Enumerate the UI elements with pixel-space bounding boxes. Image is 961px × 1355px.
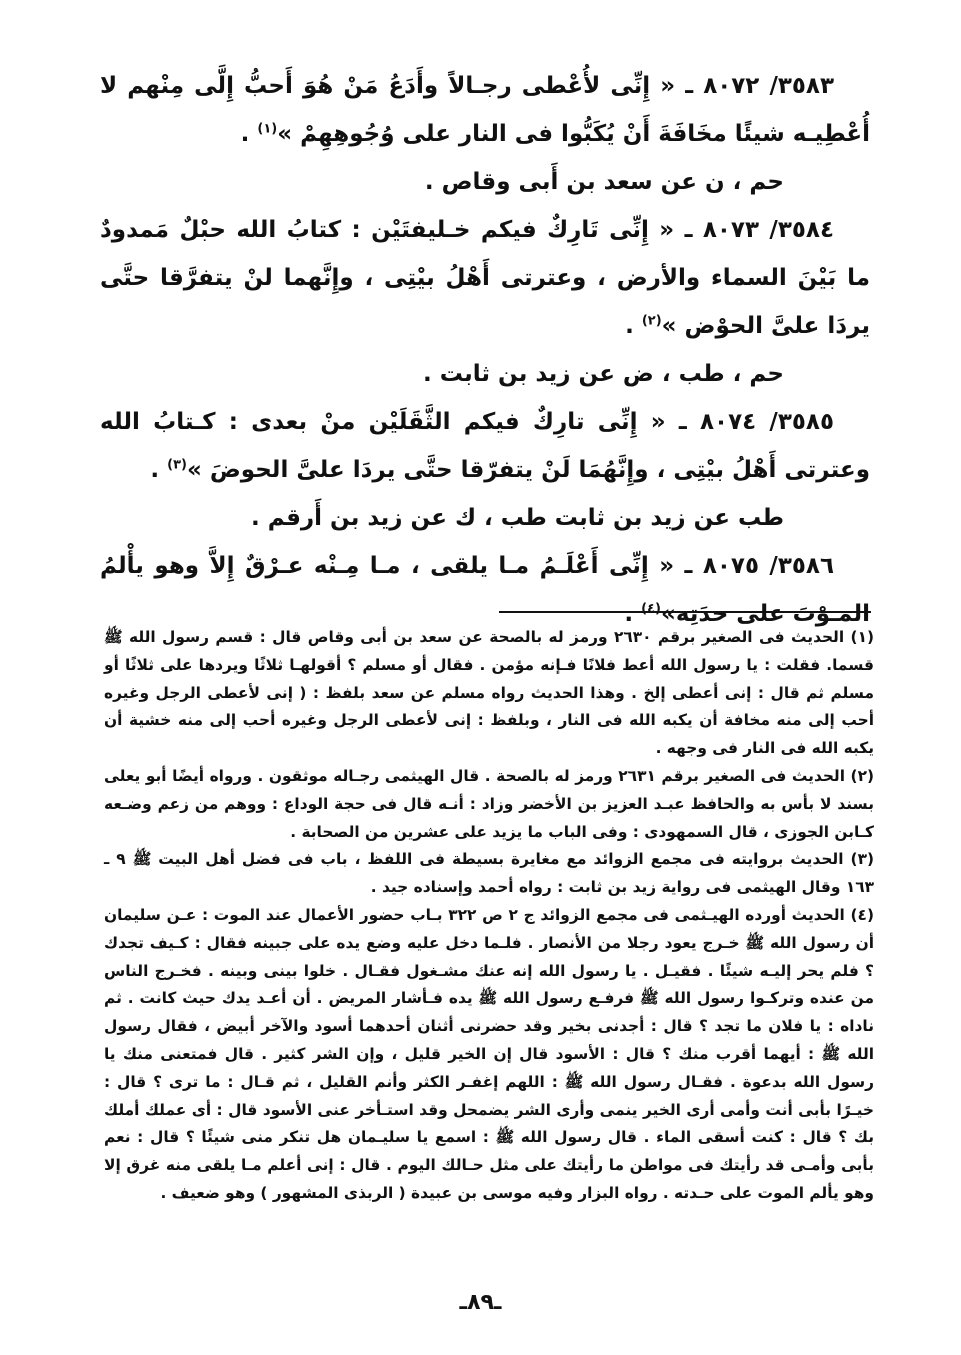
hadith-text: ٣٥٨٥/ ٨٠٧٤ ـ « إِنِّى تارِكٌ فيكم الثَّقَلَيْن منْ بعدى : كـتابُ الله وعترتى أَهْلُ بيْتِى ، وإِنَّهُمَا لَنْ يتفرّقا حتَّى يردَا علىَّ الحوضَ »: [100, 409, 870, 483]
footnote-4: [104, 902, 874, 1208]
footnote-2: [104, 763, 874, 846]
footnote-number: (٤): [850, 905, 874, 924]
footnote-text: الحديث بروايته فى مجمع الزوائد مع مغايرة بسيطة فى اللفظ ، باب فى فضل أهل البيت ﷺ ٩ ـ ١٦٣ وقال الهيثمى فى رواية زيد بن ثابت : رواه أحمد وإسناده جيد .: [104, 850, 874, 897]
hadith-source: حم ، ن عن سعد بن أَبى وقاص .: [424, 169, 784, 195]
footnote-number: (٢): [850, 766, 875, 785]
footnote-ref-2: (٢): [641, 313, 662, 329]
footnote-ref-4: (٤): [641, 601, 661, 617]
hadith-text: ٣٥٨٤/ ٨٠٧٣ ـ « إِنِّى تَارِكٌ فيكم خـليفتَيْن : كتابُ الله حبْلٌ مَمدودٌ ما بَيْنَ السماء والأرض ، وعترتى أَهْلُ بيْتِى ، وإِنَّهما لنْ يتفرَّقا حتَّى يردَا علىَّ الحوْض »: [100, 217, 870, 339]
hadith-source: حم ، طب ، ض عن زيد بن ثابت .: [422, 361, 784, 387]
main-text: [100, 62, 870, 638]
footnote-text: الحديث فى الصغير برقم ٢٦٣٠ ورمز له بالصحة عن سعد بن أبى وقاص قال : قسم رسول الله ﷺ قسما. فقلت : يا رسول الله أعط فلانًا فـإنه مؤمن . فقال أو مسلم ؟ أقولهـا ثلاثًا ويردها على ثلاثًا أو مسلم ثم قال : إنى أعطى إلخ . وهذا الحديث رواه مسلم عن سعد بلفظ : ( إنى لأعطى الرجل وغيره أحب إلى منه مخافة أن يكبه الله فى النار ، وبلفظ : إنى لأعطى الرجل وغيره أحب إلى منه خشية أن يكبه الله فى النار فى وجهه .: [104, 628, 874, 758]
footnotes: [104, 624, 874, 1208]
footnote-number: (٣): [850, 850, 875, 869]
footnote-divider: [499, 611, 871, 613]
footnote-ref-3: (٣): [167, 457, 187, 473]
hadith-3585: ٣٥٨٥/ ٨٠٧٤ ـ « إِنِّى تارِكٌ فيكم الثَّقَلَيْن منْ بعدى : كـتابُ الله وعترتى أَهْلُ بيْتِى ، وإِنَّهُمَا لَنْ يتفرّقا حتَّى يردَا علىَّ الحوضَ »$^{(٣)}$ .: [100, 409, 870, 483]
footnote-text: الحديث أورده الهيـثمى فى مجمع الزوائد ج ٢ ص ٣٢٢ بـاب حضور الأعمال عند الموت : عـن سليمان أن رسول الله ﷺ خـرج يعود رجلا من الأنصار . فلـما دخل عليه وضع يده على جبينه فقال : كـيف تجدك ؟ فلم يحر إليـه شيئًا . فقيـل . يا رسول الله إنه عنك مشـغول فقـال . خلوا بينى وبينه . فخـرج الناس من عنده وتركـوا رسول الله ﷺ فرفـع رسول الله ﷺ يده فـأشار المريض . أن أعـد يدك حيث كانت . ثم ناداه : يا فلان ما تجد ؟ قال : أجدنى بخير وقد حضرنى أثنان أحدهما أسود والآخر أبيض ، فقال رسول الله ﷺ : أيهما أقرب منك ؟ قال : الأسود قال إن الخير قليل ، وإن الشر كثير . قال فمتعنى منك يا رسول الله بدعوة . فقـال رسول الله ﷺ : اللهم إغفـر الكثر وأنم القليل ، ثم قـال : ما ترى ؟ قال : خيـرًا بأبى أنت وأمى أرى الخير ينمى وأرى الشر يضمحل وقد استـأخر عنى الأسود قال : أى عملك أملك بك ؟ قال : كنت أسقى الماء . قال رسول الله ﷺ : اسمع يا سليـمان هل تنكر منى شيئًا ؟ قال : نعم بأبى وأمـى قد رأيتك فى مواطن ما رأيتك على مثل حـالك اليوم . قال : إنى أعلم مـا يلقى منه غرق إلا وهو يألم الموت على حـدته . رواه البزار وفيه موسى بن عبيدة ( الربذى المشهور ) وهو ضعيف .: [104, 905, 874, 1202]
footnote-1: [104, 624, 874, 763]
footnote-ref-1: (١): [257, 121, 278, 137]
page-number: ـ٨٩ـ: [459, 1290, 502, 1315]
footnote-3: [104, 846, 874, 902]
hadith-text: ٣٥٨٦/ ٨٠٧٥ ـ « إِنِّى أَعْلَـمُ مـا يلقى ، مـا مِـنْه عـرْقٌ إِلاَّ وهو يأْلمُ المـوْتَ على حدَتِه»: [100, 553, 870, 627]
footnote-number: (١): [850, 628, 875, 646]
hadith-3586: ٣٥٨٦/ ٨٠٧٥ ـ « إِنِّى أَعْلَـمُ مـا يلقى ، مـا مِـنْه عـرْقٌ إِلاَّ وهو يأْلمُ المـوْتَ على حدَتِه»$^{(٤)}$ .: [100, 553, 870, 627]
hadith-source: طب عن زيد بن ثابت طب ، ك عن زيد بن أَرقم .: [251, 505, 784, 531]
hadith-text: ٣٥٨٣/ ٨٠٧٢ ـ « إِنِّى لأُعْطى رجـالاً وأَدَعُ مَنْ هُوَ أَحبُّ إِلَّى مِنْهم لا أُعْطِيـه شيئًا مخَافَةَ أَنْ يُكَبُّوا فى النار على وُجُوهِهِمْ »: [100, 73, 870, 147]
footnote-text: الحديث فى الصغير برقم ٢٦٣١ ورمز له بالصحة . قال الهيثمى رجـاله موثقون . ورواه أيضًا أبو يعلى بسند لا بأس به والحافظ عبـد العزيز بن الأخضر وزاد : أنـه قال فى حجة الوداع : ووهم من زعم وضـعه كـابن الجوزى ، قال السمهودى : وفى الباب ما يزيد على عشرين من الصحابة .: [104, 766, 874, 841]
hadith-3583: ٣٥٨٣/ ٨٠٧٢ ـ « إِنِّى لأُعْطى رجـالاً وأَدَعُ مَنْ هُوَ أَحبُّ إِلَّى مِنْهم لا أُعْطِيـه شيئًا مخَافَةَ أَنْ يُكَبُّوا فى النار على وُجُوهِهِمْ »$^{(١)}$ .: [100, 73, 870, 147]
hadith-3584: ٣٥٨٤/ ٨٠٧٣ ـ « إِنِّى تَارِكٌ فيكم خـليفتَيْن : كتابُ الله حبْلٌ مَمدودٌ ما بَيْنَ السماء والأرض ، وعترتى أَهْلُ بيْتِى ، وإِنَّهما لنْ يتفرَّقا حتَّى يردَا علىَّ الحوْض »$^{(٢)}$ .: [100, 217, 870, 339]
